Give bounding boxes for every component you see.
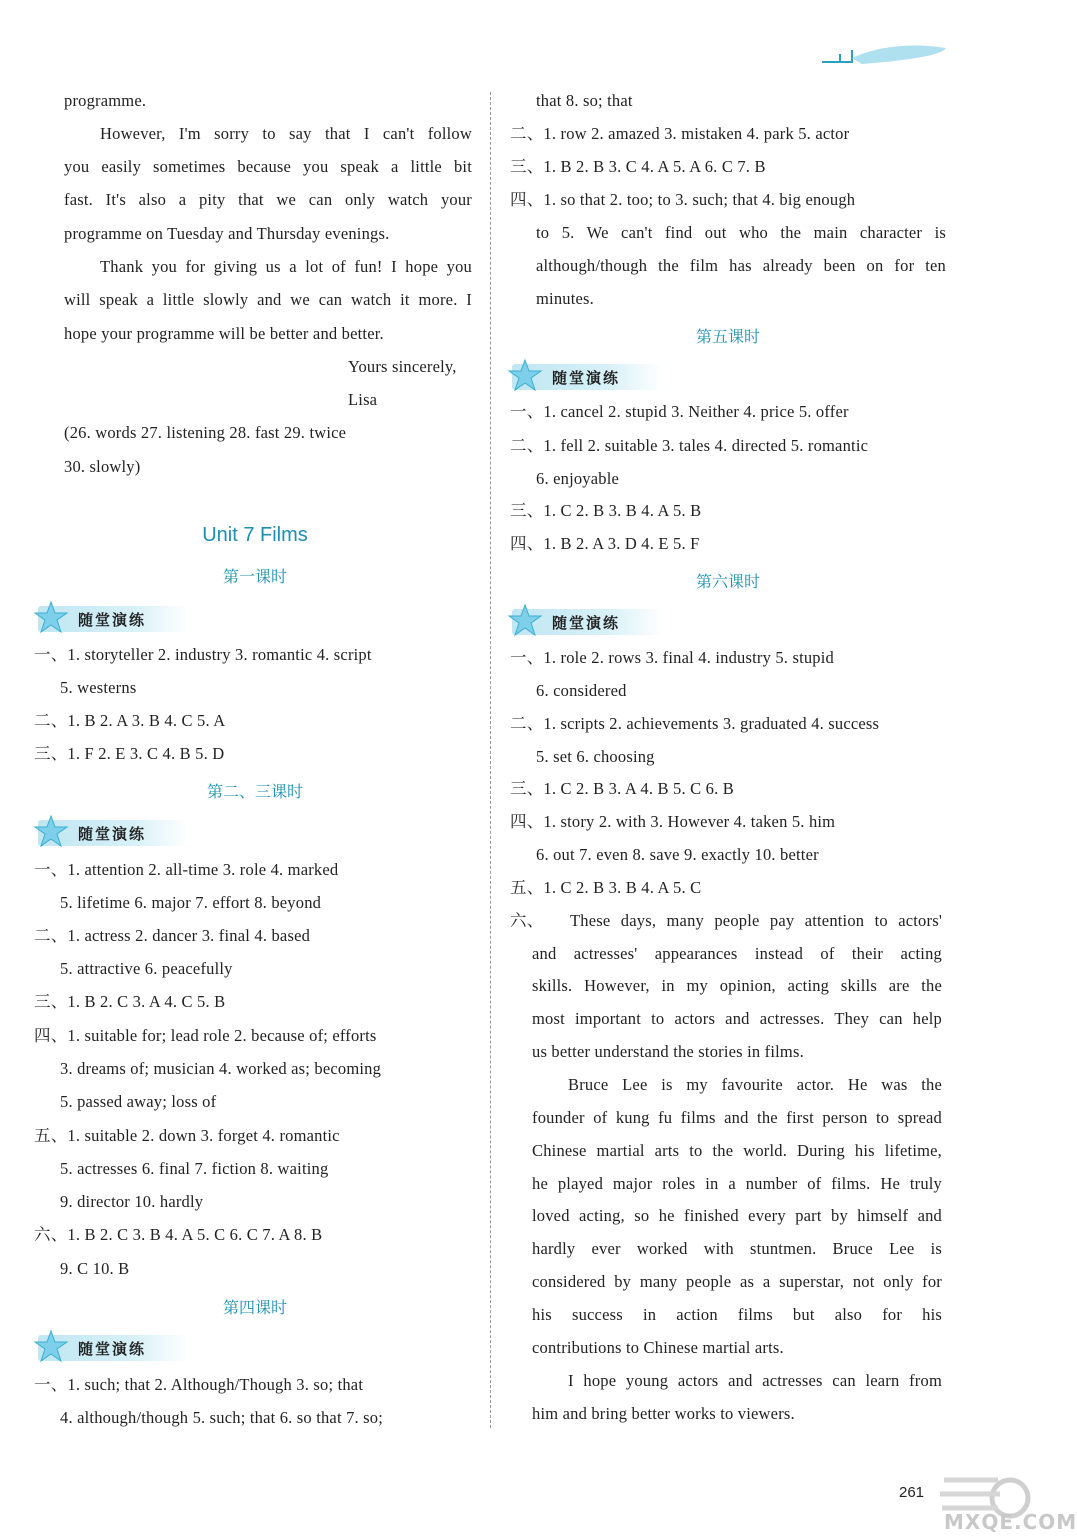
- answer-line: 5. set 6. choosing: [536, 747, 655, 766]
- answer-line: to 5. We can't find out who the main character is: [536, 223, 946, 242]
- lesson-title: 第二、三课时: [206, 782, 303, 801]
- essay-line: he played major roles in a number of films. He truly: [532, 1174, 942, 1193]
- essay-line: founder of kung fu films and the first person to spread: [532, 1108, 942, 1127]
- banner-label: 随堂演练: [78, 611, 147, 629]
- practice-banner: [512, 364, 662, 390]
- answer-line: 5. westerns: [60, 678, 137, 697]
- answer-line: 三、1. B 2. C 3. A 4. C 5. B: [34, 992, 226, 1011]
- lesson-title: 第五课时: [695, 327, 760, 346]
- essay-line: hardly ever worked with stuntmen. Bruce Lee is: [532, 1239, 942, 1258]
- essay-line: him and bring better works to viewers.: [532, 1404, 795, 1423]
- letter-line: programme.: [64, 91, 147, 110]
- answer-line: 9. director 10. hardly: [60, 1192, 204, 1211]
- essay-label: 六、: [510, 911, 544, 930]
- essay-line: considered by many people as a superstar, not only for: [532, 1272, 942, 1291]
- essay-line: Chinese martial arts to the world. During his lifetime,: [532, 1141, 942, 1160]
- star-icon: [34, 1329, 68, 1363]
- lesson-title: 第六课时: [695, 572, 760, 591]
- header-decoration: [822, 40, 948, 68]
- essay-line: These days, many people pay attention to actors': [570, 911, 942, 930]
- essay-line: Bruce Lee is my favourite actor. He was the: [568, 1075, 942, 1094]
- letter-line: fast. It's also a pity that we can only watch your: [64, 190, 472, 209]
- watermark-text: MXQE.COM: [944, 1510, 1077, 1534]
- answer-line: 五、1. C 2. B 3. B 4. A 5. C: [510, 878, 702, 897]
- practice-banner: [38, 606, 188, 632]
- letter-line: hope your programme will be better and better.: [64, 324, 384, 343]
- letter-line: programme on Tuesday and Thursday evenings.: [64, 224, 390, 243]
- answer-line: 6. enjoyable: [536, 469, 620, 488]
- answer-line: 二、1. fell 2. suitable 3. tales 4. directed 5. romantic: [510, 436, 869, 455]
- answer-line: 三、1. C 2. B 3. B 4. A 5. B: [510, 501, 702, 520]
- star-icon: [508, 358, 542, 392]
- essay-line: and actresses' appearances instead of their acting: [532, 944, 942, 963]
- answer-line: 三、1. F 2. E 3. C 4. B 5. D: [34, 744, 225, 763]
- answer-line: 5. lifetime 6. major 7. effort 8. beyond: [60, 893, 322, 912]
- essay-line: his success in action films but also for his: [532, 1305, 942, 1324]
- answer-line: 三、1. C 2. B 3. A 4. B 5. C 6. B: [510, 779, 734, 798]
- answer-line: 三、1. B 2. B 3. C 4. A 5. A 6. C 7. B: [510, 157, 766, 176]
- answer-line: 四、1. story 2. with 3. However 4. taken 5. him: [510, 812, 836, 831]
- column-divider: [490, 92, 491, 1428]
- answer-line: 二、1. actress 2. dancer 3. final 4. based: [34, 926, 311, 945]
- star-icon: [34, 814, 68, 848]
- essay-line: loved acting, so he finished every part by himself and: [532, 1206, 942, 1225]
- answer-line: that 8. so; that: [536, 91, 633, 110]
- page-number: 261: [899, 1484, 925, 1501]
- answer-line: 一、1. attention 2. all-time 3. role 4. marked: [34, 860, 339, 879]
- answer-line: 一、1. cancel 2. stupid 3. Neither 4. price 5. offer: [510, 402, 849, 421]
- answer-line: 5. passed away; loss of: [60, 1092, 217, 1111]
- essay-line: I hope young actors and actresses can learn from: [568, 1371, 942, 1390]
- lesson-title: 第四课时: [222, 1298, 287, 1317]
- star-icon: [34, 600, 68, 634]
- essay-line: most important to actors and actresses. They can help: [532, 1009, 942, 1028]
- practice-banner: [38, 1335, 188, 1361]
- answer-line: 五、1. suitable 2. down 3. forget 4. romantic: [34, 1126, 340, 1145]
- answer-line: 六、1. B 2. C 3. B 4. A 5. C 6. C 7. A 8. B: [34, 1225, 323, 1244]
- lesson-title: 第一课时: [222, 567, 287, 586]
- answer-line: 四、1. suitable for; lead role 2. because of; efforts: [34, 1026, 377, 1045]
- practice-banner: [38, 820, 188, 846]
- letter-signature: Lisa: [348, 390, 378, 409]
- answer-line: 3. dreams of; musician 4. worked as; becoming: [60, 1059, 382, 1078]
- letter-closing: Yours sincerely,: [348, 357, 457, 376]
- banner-label: 随堂演练: [78, 825, 147, 843]
- key-words-line: (26. words 27. listening 28. fast 29. twice: [64, 423, 347, 442]
- answer-line: 二、1. scripts 2. achievements 3. graduated 4. success: [510, 714, 880, 733]
- answer-line: although/though the film has already been on for ten: [536, 256, 946, 275]
- letter-line: will speak a little slowly and we can watch it more. I: [64, 290, 472, 309]
- essay-line: contributions to Chinese martial arts.: [532, 1338, 784, 1357]
- answer-line: 二、1. B 2. A 3. B 4. C 5. A: [34, 711, 226, 730]
- letter-line: you easily sometimes because you speak a little bit: [64, 157, 472, 176]
- answer-line: 5. attractive 6. peacefully: [60, 959, 233, 978]
- banner-label: 随堂演练: [552, 369, 621, 387]
- answer-line: 四、1. B 2. A 3. D 4. E 5. F: [510, 534, 700, 553]
- essay-line: skills. However, in my opinion, acting skills are the: [532, 976, 942, 995]
- banner-label: 随堂演练: [552, 614, 621, 632]
- answer-line: 6. out 7. even 8. save 9. exactly 10. better: [536, 845, 819, 864]
- unit-title: Unit 7 Films: [202, 524, 308, 546]
- answer-line: 9. C 10. B: [60, 1259, 130, 1278]
- answer-line: minutes.: [536, 289, 594, 308]
- answer-line: 一、1. such; that 2. Although/Though 3. so; that: [34, 1375, 364, 1394]
- key-words-line: 30. slowly): [64, 457, 141, 476]
- answer-line: 4. although/though 5. such; that 6. so that 7. so;: [60, 1408, 384, 1427]
- answer-line: 四、1. so that 2. too; to 3. such; that 4. big enough: [510, 190, 856, 209]
- letter-line: However, I'm sorry to say that I can't follow: [100, 124, 472, 143]
- answer-line: 6. considered: [536, 681, 627, 700]
- star-icon: [508, 603, 542, 637]
- practice-banner: [512, 609, 662, 635]
- answer-line: 一、1. storyteller 2. industry 3. romantic 4. script: [34, 645, 372, 664]
- answer-line: 5. actresses 6. final 7. fiction 8. waiting: [60, 1159, 329, 1178]
- letter-line: Thank you for giving us a lot of fun! I hope you: [100, 257, 472, 276]
- answer-line: 一、1. role 2. rows 3. final 4. industry 5. stupid: [510, 648, 834, 667]
- banner-label: 随堂演练: [78, 1340, 147, 1358]
- essay-line: us better understand the stories in films.: [532, 1042, 804, 1061]
- answer-line: 二、1. row 2. amazed 3. mistaken 4. park 5. actor: [510, 124, 850, 143]
